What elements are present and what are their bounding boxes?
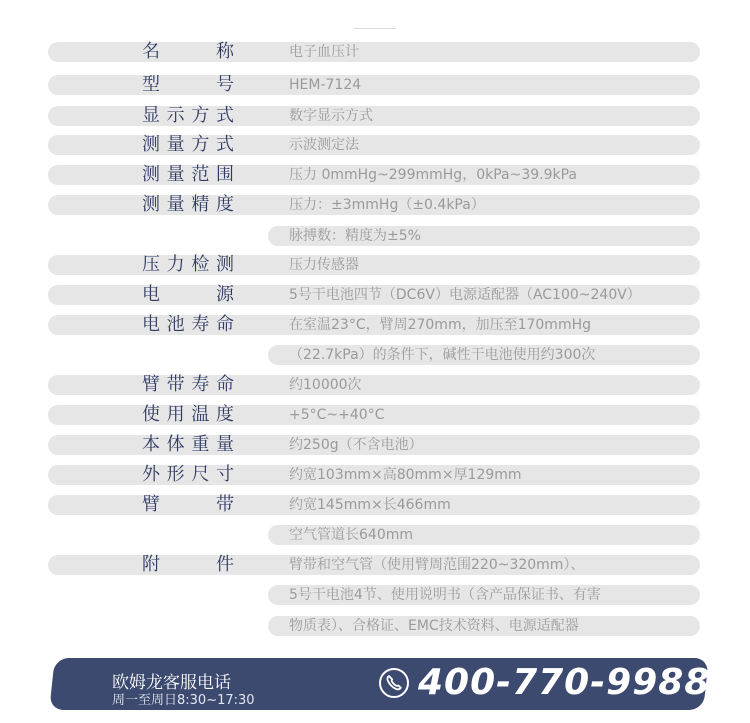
spec-value: 5号干电池4节、使用说明书（含产品保证书、有害 xyxy=(289,587,601,603)
service-title: 欧姆龙客服电话 xyxy=(112,673,231,693)
spec-row xyxy=(0,464,750,486)
phone-icon xyxy=(378,667,410,699)
spec-value: 约250g（不含电池） xyxy=(289,437,423,453)
spec-row xyxy=(0,134,750,156)
spec-label: 压力检测 xyxy=(142,254,236,275)
spec-label: 臂带 xyxy=(142,494,236,515)
spec-row xyxy=(0,404,750,426)
spec-row xyxy=(0,434,750,456)
spec-row xyxy=(0,164,750,186)
spec-row xyxy=(0,314,750,336)
spec-label: 名称 xyxy=(142,41,236,62)
spec-value: 压力 0mmHg~299mmHg，0kPa~39.9kPa xyxy=(289,167,577,183)
spec-row xyxy=(0,284,750,306)
spec-row xyxy=(0,494,750,516)
spec-label: 显示方式 xyxy=(142,105,236,126)
spec-value: 在室温23°C，臂周270mm，加压至170mmHg xyxy=(289,317,591,333)
spec-label: 电池寿命 xyxy=(142,314,236,335)
spec-value: 数字显示方式 xyxy=(289,108,373,124)
top-divider xyxy=(354,28,396,29)
spec-label: 使用温度 xyxy=(142,404,236,425)
spec-label: 臂带寿命 xyxy=(142,374,236,395)
spec-label: 型号 xyxy=(142,74,236,95)
spec-value: 约宽145mm×长466mm xyxy=(289,497,451,513)
spec-value: HEM-7124 xyxy=(289,77,362,93)
spec-row xyxy=(0,105,750,127)
spec-value: 5号干电池四节（DC6V）电源适配器（AC100~240V） xyxy=(289,287,641,303)
spec-value: 臂带和空气管（使用臂周范围220~320mm）、 xyxy=(289,557,585,573)
spec-value: 压力传感器 xyxy=(289,257,359,273)
spec-label: 电源 xyxy=(142,284,236,305)
spec-value: 约宽103mm×高80mm×厚129mm xyxy=(289,467,522,483)
spec-row xyxy=(0,225,750,247)
spec-value: 约10000次 xyxy=(289,377,362,393)
spec-row xyxy=(0,194,750,216)
spec-label: 附件 xyxy=(142,554,236,575)
spec-value: 脉搏数：精度为±5% xyxy=(289,228,421,244)
spec-row xyxy=(0,524,750,546)
spec-label: 外形尺寸 xyxy=(142,464,236,485)
spec-label: 测量范围 xyxy=(142,164,236,185)
spec-row xyxy=(0,554,750,576)
spec-label: 测量精度 xyxy=(142,194,236,215)
service-phone-number[interactable]: 400-770-9988 xyxy=(418,662,711,703)
spec-value: +5°C~+40°C xyxy=(289,407,385,423)
spec-row xyxy=(0,254,750,276)
spec-row xyxy=(0,615,750,637)
spec-row xyxy=(0,374,750,396)
spec-value: 电子血压计 xyxy=(289,44,359,60)
spec-row xyxy=(0,584,750,606)
spec-value: 压力：±3mmHg（±0.4kPa） xyxy=(289,197,485,213)
spec-value: 示波测定法 xyxy=(289,137,359,153)
spec-row xyxy=(0,344,750,366)
spec-row xyxy=(0,41,750,63)
service-hours: 周一至周日8:30~17:30 xyxy=(112,693,255,708)
spec-value: （22.7kPa）的条件下，碱性干电池使用约300次 xyxy=(289,347,596,363)
spec-value: 物质表）、合格证、EMC技术资料、电源适配器 xyxy=(289,618,579,634)
customer-service-content xyxy=(52,658,711,710)
spec-value: 空气管道长640mm xyxy=(289,527,413,543)
spec-row xyxy=(0,74,750,96)
spec-label: 本体重量 xyxy=(142,434,236,455)
spec-label: 测量方式 xyxy=(142,134,236,155)
